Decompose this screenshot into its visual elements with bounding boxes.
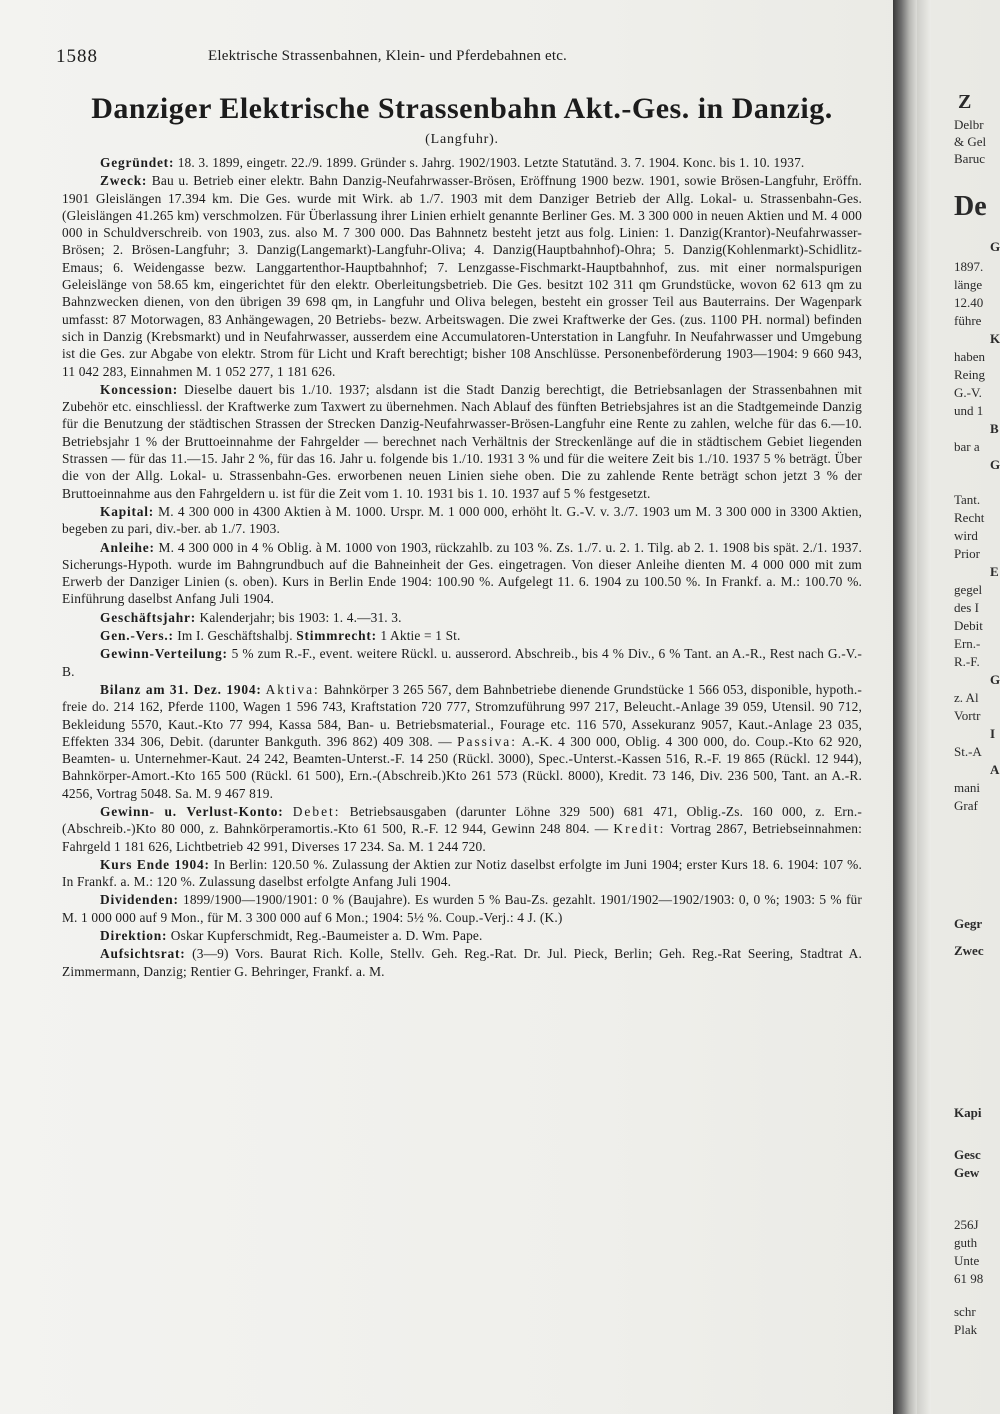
section-guv <box>62 803 862 855</box>
facing-fragment: Tant. <box>954 492 981 507</box>
section-direktion <box>62 927 862 944</box>
label-guv: Gewinn- u. Verlust-Konto: <box>100 803 284 819</box>
label-gegruendet: Gegründet: <box>100 155 175 170</box>
label-geschaeftsjahr: Geschäftsjahr: <box>100 609 196 625</box>
company-title: Danziger Elektrische Strassenbahn Akt.-Ges. in Danzig. <box>91 92 833 125</box>
facing-fragment: Reing <box>954 367 986 382</box>
facing-fragment: Graf <box>954 798 978 813</box>
facing-fragment: Zwec <box>954 943 984 958</box>
facing-fragment: I <box>990 726 996 741</box>
facing-fragment: schr <box>954 1304 976 1319</box>
facing-fragment: Prior <box>954 546 980 561</box>
label-genvers: Gen.-Vers.: <box>100 628 174 644</box>
facing-fragment: führe <box>954 313 982 328</box>
facing-fragment: & Gel <box>954 134 987 149</box>
facing-fragment: K <box>990 331 1000 346</box>
label-stimmrecht: Stimmrecht: <box>296 628 377 644</box>
facing-fragment: Gew <box>954 1165 980 1180</box>
facing-fragment: 61 98 <box>954 1271 984 1286</box>
facing-fragment: St.-A <box>954 744 982 759</box>
text-aktiva: Bahnkörper 3 265 567, dem Bahnbetriebe dienende Grundstücke 1 566 053, disponible, hypoth.-freie do. 214 162, Pferde 1100, Wagen 1 596 743, Kraftstation 720 777, Stromzuführung 997 217, Beleucht.-Anlage 39 059, Utensil. 90 712, Bekleidung 5570, Kaut.-Kto 77 994, Kassa 584, Ban- u. Betriebsmaterial., Fourage etc. 116 570, Assekuranz 9057, Kaut.-Anlage 23 035, Effekten 334 306, Debit. (darunter Bankguth. 396 862) 409 308. — <box>62 681 863 749</box>
label-kapital: Kapital: <box>100 503 155 519</box>
facing-fragment: Unte <box>954 1253 980 1268</box>
section-dividenden <box>62 891 862 926</box>
facing-fragment: und 1 <box>954 403 984 418</box>
label-passiva: Passiva: <box>457 733 517 749</box>
section-genvers <box>62 627 862 644</box>
label-zweck: Zweck: <box>100 173 148 189</box>
facing-fragment: z. Al <box>954 690 979 705</box>
facing-fragment: Kapi <box>954 1105 982 1120</box>
binding-gutter <box>893 0 917 1414</box>
text-kurs: In Berlin: 120.50 %. Zulassung der Aktien zur Notiz daselbst erfolgte im Juni 1904; erster Kurs 18. 6. 1904: 107 %. In Frankf. a. M.: 120 %. Zulassung daselbst erfolgte Anfang Juli 1904. <box>62 856 862 890</box>
text-koncession: Dieselbe dauert bis 1./10. 1937; alsdann ist die Stadt Danzig berechtigt, die Betriebsanlagen der Strassenbahnen mit Zubehör etc. einschliessl. der Kraftwerke zum Taxwert zu übernehmen. Nach Ablauf des fünften Betriebsjahres ist an die Stadtgemeinde Danzig für die Benutzung der städtischen Strassen der Strecken Danzig-Neufahrwasser-Brösen-Langfuhr eine Rente zu zahlen, welche für das 6.—10. Betriebsjahr 1 % der Bruttoeinnahme der Fahrgelder — berechnet nach Verhältnis der Streckenlänge auf die in städtischem Gebiet liegenden Strassen — für das 11.—15. Jahr 2 %, für das 16. Jahr u. folgende bis 1./10. 1931 3 % und für die weitere Zeit bis 1./10. 1937 5 % beträgt. Über die von der Allg. Lokal- u. Strassenbahn-Ges. erworbenen neuen Linien siehe oben. Die zu zahlende Rente beträgt schon jetzt 3 % der Bruttoeinnahme aus den Fahrgeldern u. ist für die Zeit vom 1. 10. 1931 bis 1. 10. 1937 auf 5 % festgesetzt. <box>62 381 863 501</box>
text-anleihe: M. 4 300 000 in 4 % Oblig. à M. 1000 von 1903, rückzahlb. zu 103 %. Zs. 1./7. u. 2. 1. Tilg. ab 2. 1. 1908 bis spät. 2./1. 1937. Sicherungs-Hypoth. wurde im Bahngrundbuch auf die Bahneinheit der Ges. eingetragen. Von dieser Anleihe dienten M. 4 000 000 mit zum Erwerb der Danziger Linien (s. oben). Kurs in Berlin Ende 1904: 100.90 %. Aufgelegt 11. 6. 1904 zu 100.50 %. In Frankf. a. M.: 100.70 %. Einführung daselbst Anfang Juli 1904. <box>62 539 862 607</box>
facing-fragment: des I <box>954 600 979 615</box>
facing-fragment: 256J <box>954 1217 979 1232</box>
facing-fragment: G <box>990 672 1000 687</box>
text-passiva: A.-K. 4 300 000, Oblig. 4 300 000, do. Coup.-Kto 62 920, Beamten- u. Unternehmer-Kaut. 24 242, Beamten-Unterst.-F. 14 250 (Rückl. 3000), Spec.-Unterst.-Kassen 516, R.-F. 19 865 (Rückl. 12 944), Bahnkörper-Amort.-Kto 165 500 (Rückl. 61 500), Ern.-(Abschreib.)Kto 261 573 (Rückl. 8000), Kredit. 73 146, Div. 236 500, Tant. an A.-R. 4256, Vortrag 5048. Sa. M. 9 467 819. <box>62 733 863 801</box>
label-anleihe: Anleihe: <box>100 539 155 555</box>
facing-fragment: E <box>990 564 999 579</box>
section-kapital <box>62 503 862 538</box>
text-genvers: Im I. Geschäftshalbj. <box>177 628 293 644</box>
label-dividenden: Dividenden: <box>100 892 179 908</box>
page-header <box>56 46 876 72</box>
label-bilanz: Bilanz am 31. Dez. 1904: <box>100 681 262 697</box>
text-direktion: Oskar Kupferschmidt, Reg.-Baumeister a. D. Wm. Pape. <box>170 928 483 944</box>
facing-fragment: De <box>954 191 987 222</box>
facing-fragment: gegel <box>954 582 983 597</box>
running-title: Elektrische Strassenbahnen, Klein- und Pferdebahnen etc. <box>208 48 567 64</box>
facing-fragment: Gesc <box>954 1147 981 1162</box>
facing-fragment: Recht <box>954 510 985 525</box>
text-geschaeftsjahr: Kalenderjahr; bis 1903: 1. 4.—31. 3. <box>199 609 402 625</box>
section-zweck <box>62 172 862 380</box>
section-kurs <box>62 856 862 891</box>
binding-shadow <box>917 0 931 1414</box>
text-zweck: Bau u. Betrieb einer elektr. Bahn Danzig-Neufahrwasser-Brösen, Eröffnung 1900 bezw. 1901, sowie Brösen-Langfuhr, Eröffn. 1901 Gleislängen 17.394 km. Die Ges. wurde mit Wirk. ab 1./7. 1903 mit dem Danziger Betrieb der Allg. Lokal- u. Strassenbahn-Ges. (Gleislängen 41.265 km) verschmolzen. Für Überlassung ihrer Linien erhielt genannte Berliner Ges. M. 3 300 000 in neuen Aktien und M. 4 000 000 in Schuldverschreib. von 1903, zus. also M. 7 300 000. Das Bahnnetz besteht jetzt aus folg. Linien: 1. Danzig(Krantor)-Neufahrwasser-Brösen; 2. Brösen-Langfuhr; 3. Danzig(Langemarkt)-Langfuhr-Oliva; 4. Danzig(Hauptbahnhof)-Ohra; 5. Danzig(Kohlenmarkt)-Schidlitz-Emaus; 6. Weidengasse bezw. Langgartenthor-Hauptbahnhof; 7. Lenzgasse-Fischmarkt-Hauptbahnhof, zus. mit einer normalspurigen Geleislänge von 58.65 km, eingerichtet für den elektr. Oberleitungsbetrieb. Die Ges. besitzt 102 311 qm Grundstücke, wovon 62 613 qm zu Bahnzwecken dienen, von den übrigen 39 698 qm, in Langfuhr und Oliva belegen, besteht ein grosser Teil aus Bauterrains. Der Wagenpark umfasst: 87 Motorwagen, 83 Anhängewagen, 20 Betriebs- bezw. Arbeitswagen. Die zwei Kraftwerke der Ges. (zus. 1100 PH. normal) befinden sich in Danzig (Krebsmarkt) und in Neufahrwasser, ausserdem eine Accumulatoren-Unterstation in Langfuhr. In Neufahrwasser und Umgebung ist die Ges. zur Abgabe von elektr. Strom für Licht und Kraft berechtigt; bisher 108 Anschlüsse. Personenbeförderung 1903—1904: 9 660 943, 11 042 283, Einnahmen M. 1 052 277, 1 181 626. <box>62 173 863 379</box>
facing-fragment: A <box>990 762 1000 777</box>
text-aufsichtsrat: (3—9) Vors. Baurat Rich. Kolle, Stellv. Geh. Reg.-Rat. Dr. Jul. Pieck, Berlin; Geh. Reg.-Rat Seering, Stadtrat A. Zimmermann, Danzig; Rentier G. Behringer, Frankf. a. M. <box>62 946 862 979</box>
facing-fragment: Ern.- <box>954 636 981 651</box>
facing-fragment: G <box>990 239 1000 254</box>
text-dividenden: 1899/1900—1900/1901: 0 % (Baujahre). Es wurden 5 % Bau-Zs. gezahlt. 1901/1902—1902/1903: 0, 0 %; 1903: 5 % für M. 1 000 000 auf 9 Mon., für M. 3 300 000 auf 6 Mon.; 1904: 5½ %. Coup.-Verj.: 4 J. (K.) <box>62 892 863 925</box>
facing-fragment: B <box>990 421 999 436</box>
text-gegruendet: 18. 3. 1899, eingetr. 22./9. 1899. Gründer s. Jahrg. 1902/1903. Letzte Statutänd. 3. 7. 1904. Konc. bis 1. 10. 1937. <box>177 155 805 170</box>
label-aktiva: Aktiva: <box>265 681 320 697</box>
text-debet: Betriebsausgaben (darunter Löhne 329 500) 681 471, Oblig.-Zs. 160 000, z. Ern.-(Abschreib.-)Kto 80 000, z. Bahnkörperamortis.-Kto 61 500, R.-F. 12 944, Gewinn 248 804. — <box>62 803 862 837</box>
section-anleihe <box>62 539 862 608</box>
section-bilanz <box>62 681 862 802</box>
facing-fragment: G.-V. <box>954 385 982 400</box>
company-subtitle: (Langfuhr). <box>425 132 499 147</box>
page-number: 1588 <box>56 46 98 67</box>
facing-fragment: Z <box>958 91 972 113</box>
text-stimmrecht: 1 Aktie = 1 St. <box>380 628 461 644</box>
label-kredit: Kredit: <box>613 821 666 837</box>
article-column <box>62 90 862 981</box>
facing-fragment: haben <box>954 349 986 364</box>
text-kapital: M. 4 300 000 in 4300 Aktien à M. 1000. Urspr. M. 1 000 000, erhöht lt. G.-V. v. 3./7. 1903 um M. 3 300 000 in 3300 Aktien, begeben zu pari, div.-ber. ab 1./7. 1903. <box>62 503 862 537</box>
facing-fragment: 12.40 <box>954 295 984 310</box>
label-gewinnverteilung: Gewinn-Verteilung: <box>100 646 228 662</box>
facing-fragment: Gegr <box>954 916 983 931</box>
facing-fragment: 1897. <box>954 259 984 274</box>
facing-fragment: länge <box>954 277 983 292</box>
label-debet: Debet: <box>292 803 341 819</box>
facing-fragment: Baruc <box>954 151 986 166</box>
facing-fragment: guth <box>954 1235 978 1250</box>
section-koncession <box>62 381 862 502</box>
text-gewinnverteilung: 5 % zum R.-F., event. weitere Rückl. u. ausserord. Abschreib., bis 4 % Div., 6 % Tant. an A.-R., Rest nach G.-V.-B. <box>62 646 863 679</box>
facing-fragment: R.-F. <box>954 654 980 669</box>
facing-fragment: bar a <box>954 439 980 454</box>
label-kurs: Kurs Ende 1904: <box>100 856 210 872</box>
facing-fragment: Plak <box>954 1322 978 1337</box>
facing-fragment: wird <box>954 528 978 543</box>
section-gegruendet <box>62 154 862 171</box>
label-aufsichtsrat: Aufsichtsrat: <box>100 946 186 962</box>
section-geschaeftsjahr <box>62 609 862 626</box>
facing-fragment: mani <box>954 780 980 795</box>
facing-fragment: Vortr <box>954 708 981 723</box>
label-direktion: Direktion: <box>100 928 168 944</box>
text-kredit: Vortrag 2867, Betriebseinnahmen: Fahrgeld 1 181 626, Lichtbetrieb 42 991, Diverses 17 234. Sa. M. 1 244 720. <box>62 821 862 854</box>
label-koncession: Koncession: <box>100 381 178 397</box>
facing-fragment: Debit <box>954 618 983 633</box>
section-gewinnverteilung <box>62 645 862 680</box>
facing-fragment: G <box>990 457 1000 472</box>
facing-page-fragment <box>950 0 1000 1414</box>
section-aufsichtsrat <box>62 945 862 980</box>
article-body <box>62 154 862 980</box>
facing-fragment: Delbr <box>954 117 984 132</box>
